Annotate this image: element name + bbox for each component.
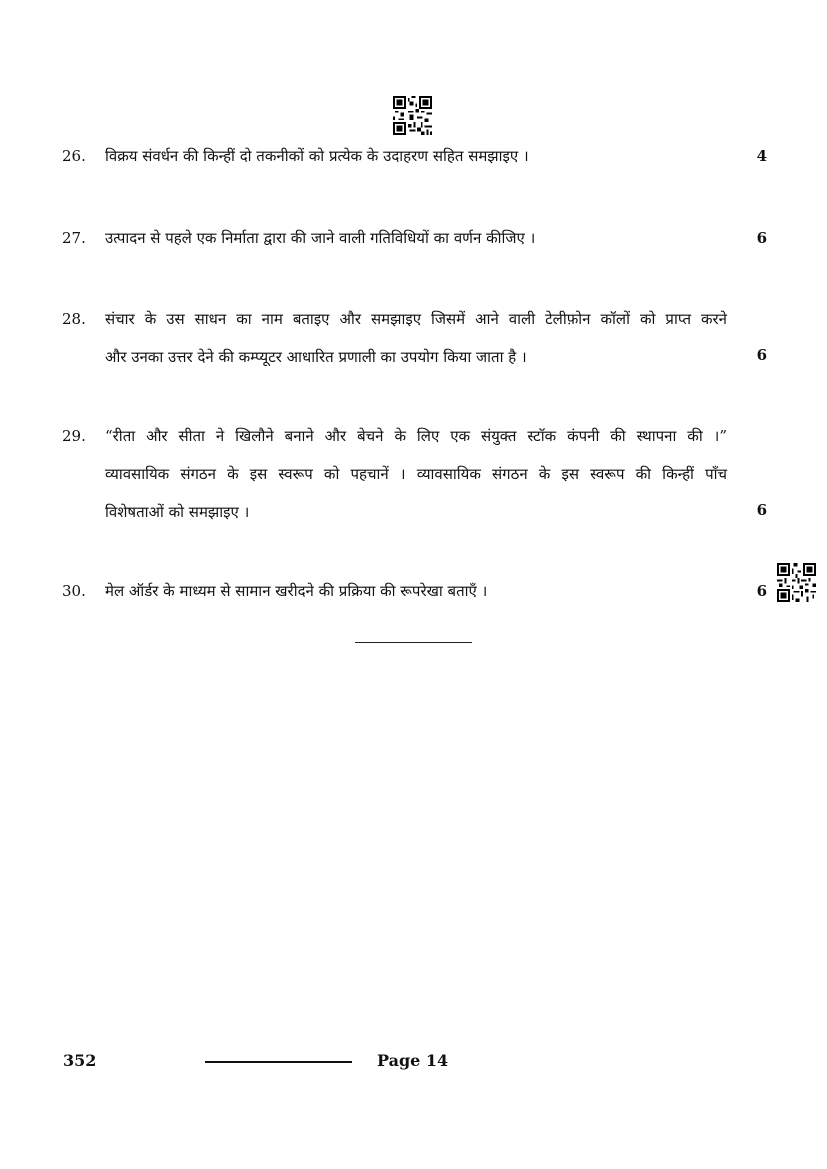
question-number: 26. [62,147,86,165]
question-line: मेल ऑर्डर के माध्यम से सामान खरीदने की प्रक्रिया की रूपरेखा बताएँ । [105,582,488,600]
qr-code-icon [777,563,816,602]
paper-code: 352 [63,1051,97,1070]
question-marks: 6 [756,582,767,600]
question-text [105,572,727,610]
footer-divider [205,1061,352,1063]
question-line: व्यावसायिक संगठन के इस स्वरूप को पहचानें । व्यावसायिक संगठन के इस स्वरूप की किन्हीं पाँच [105,465,727,483]
question-marks: 6 [756,346,767,364]
question-text [105,137,727,175]
question-number: 30. [62,582,86,600]
question-number: 27. [62,229,86,247]
question-line: संचार के उस साधन का नाम बताइए और समझाइए जिसमें आने वाली टेलीफ़ोन कॉलों को प्राप्त करने [105,310,727,328]
question-line: विक्रय संवर्धन की किन्हीं दो तकनीकों को प्रत्येक के उदाहरण सहित समझाइए । [105,147,529,165]
question-marks: 6 [756,229,767,247]
question-marks: 4 [756,147,767,165]
question-line: उत्पादन से पहले एक निर्माता द्वारा की जाने वाली गतिविधियों का वर्णन कीजिए । [105,229,536,247]
question-text [105,300,727,376]
page-number: Page 14 [377,1051,449,1070]
question-marks: 6 [756,501,767,519]
question-line: विशेषताओं को समझाइए । [105,503,250,521]
question-line: और उनका उत्तर देने की कम्प्यूटर आधारित प्रणाली का उपयोग किया जाता है । [105,348,527,366]
qr-code-icon [393,96,432,135]
end-divider [355,642,472,643]
question-number: 28. [62,310,86,328]
question-text [105,417,727,531]
question-number: 29. [62,427,86,445]
question-line: “रीता और सीता ने खिलौने बनाने और बेचने के लिए एक संयुक्त स्टॉक कंपनी की स्थापना की ।” [105,427,727,445]
question-text [105,219,727,257]
